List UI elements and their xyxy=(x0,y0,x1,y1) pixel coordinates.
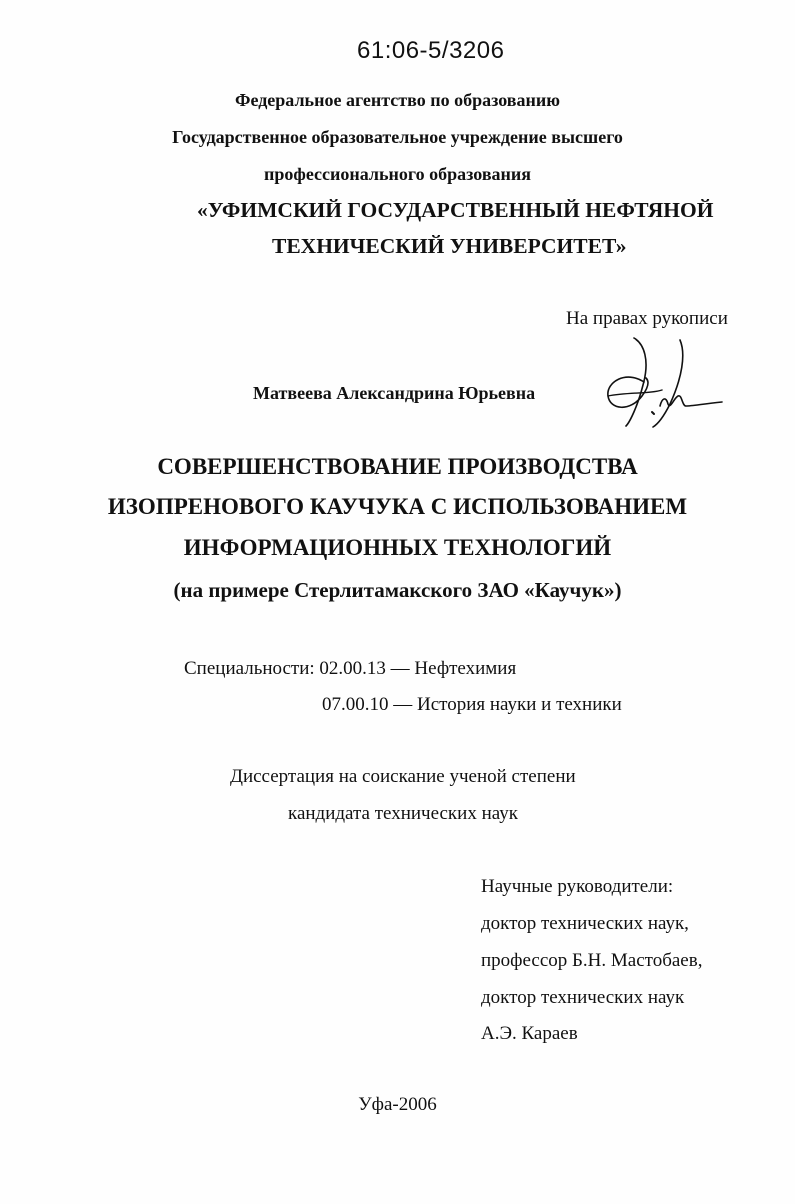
specialty-line1: Специальности: 02.00.13 — Нефтехимия xyxy=(184,658,517,679)
supervisor-line2: профессор Б.Н. Мастобаев, xyxy=(481,950,703,971)
author-name: Матвеева Александрина Юрьевна xyxy=(253,383,536,403)
document-code: 61:06-5/3206 xyxy=(357,37,505,64)
agency-name: Федеральное агентство по образованию xyxy=(234,90,561,110)
university-line1: «УФИМСКИЙ ГОСУДАРСТВЕННЫЙ НЕФТЯНОЙ xyxy=(197,198,714,222)
title-subtitle: (на примере Стерлитамакского ЗАО «Каучук») xyxy=(173,578,622,602)
title-line2: ИЗОПРЕНОВОГО КАУЧУКА С ИСПОЛЬЗОВАНИЕМ xyxy=(107,494,688,519)
dissertation-line1: Диссертация на соискание ученой степени xyxy=(230,766,576,787)
supervisor-line3: доктор технических наук xyxy=(481,987,685,1008)
place-year: Уфа-2006 xyxy=(358,1094,437,1115)
dissertation-line2: кандидата технических наук xyxy=(288,803,518,824)
manuscript-note: На правах рукописи xyxy=(566,308,728,329)
university-line2: ТЕХНИЧЕСКИЙ УНИВЕРСИТЕТ» xyxy=(272,234,627,258)
institution-line1: Государственное образовательное учреждение высшего xyxy=(172,127,623,147)
supervisor-line4: А.Э. Караев xyxy=(481,1023,578,1044)
author-signature xyxy=(598,330,728,430)
supervisors-heading: Научные руководители: xyxy=(481,876,674,897)
title-line1: СОВЕРШЕНСТВОВАНИЕ ПРОИЗВОДСТВА xyxy=(157,454,638,479)
supervisor-line1: доктор технических наук, xyxy=(481,913,689,934)
specialty-line2: 07.00.10 — История науки и техники xyxy=(322,694,622,715)
institution-line2: профессионального образования xyxy=(263,164,532,184)
title-line3: ИНФОРМАЦИОННЫХ ТЕХНОЛОГИЙ xyxy=(183,535,612,560)
